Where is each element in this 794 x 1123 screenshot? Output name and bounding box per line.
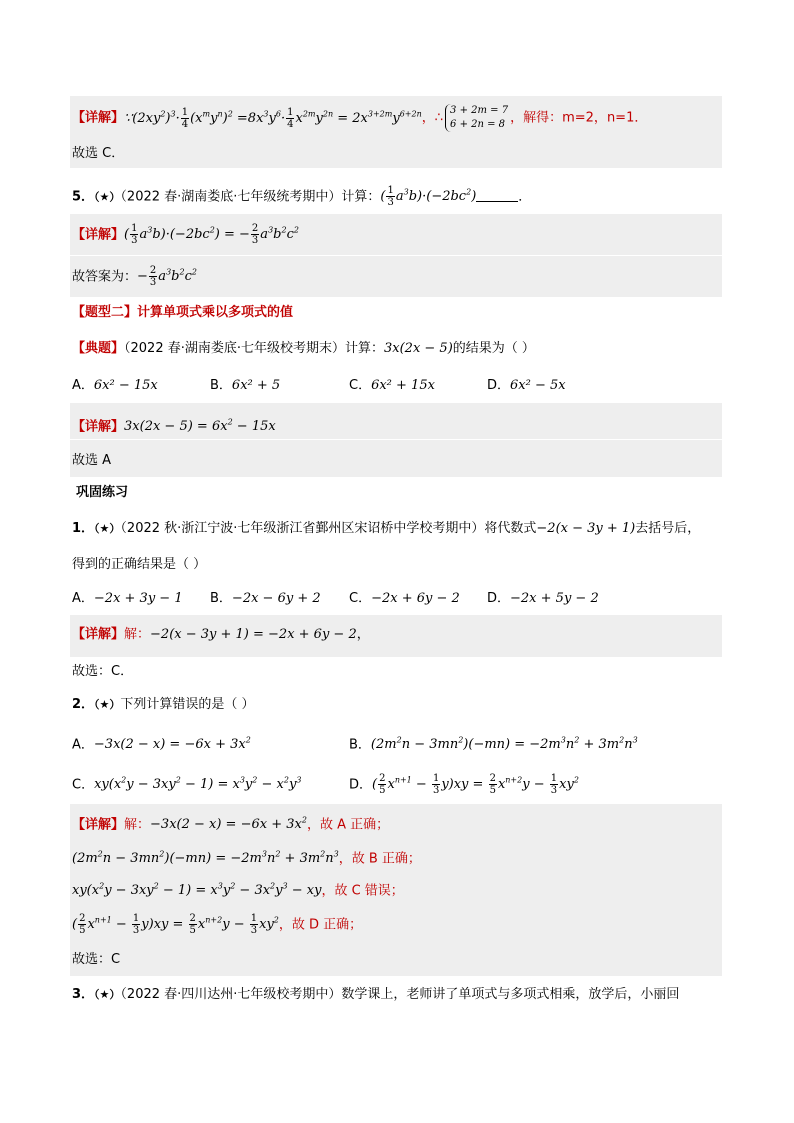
detail-line-1: 【详解】$\because(2xy^2)^3\cdot$ $\frac{1}{4}$ $(x^my^n)^2 =8x^3y^6\cdot$ $\frac{1}{4}$ $x^{2m}y^{2n} = 2x^{3+2m}y^{6+2n}$，∴ 3 + 2m = 7 6 + 2n = 8 ，解得：m=2，n=1． [72,105,648,130]
detail-line-q1: 【详解】解：−2(x − 3y + 1) = −2x + 6y − 2， [72,627,370,642]
typical-question: 【典题】（2022 春·湖南娄底·七年级校考期末）计算：3x(2x − 5)的结果为（ ） [72,341,535,356]
detail-line-typical: 【详解】$3x(2x - 5) = 6x^2 - 15x$ [72,418,276,435]
typical-option-a[interactable]: A．6x² − 15x [72,378,158,393]
choose-line-1: 故选 C． [72,146,125,161]
q2-option-b[interactable]: B．$(2m^2n - 3mn^2)(-mn) = -2m^3n^2 + 3m^2n^3$ [349,736,638,753]
q1-option-b[interactable]: B．−2x − 6y + 2 [210,591,321,606]
solve-label: ，解得： [510,110,563,126]
q2-option-d[interactable]: D．( $\frac{2}{5}$ $x^{n+1}$ − $\frac{1}{3}$ y)xy = $\frac{2}{5}$ $x^{n+2}y$ − $\frac{1}{3}$ $xy^2$ [349,773,579,797]
choose-line-typical: 故选 A [72,453,112,468]
choose-line-q2: 故选：C [72,952,121,967]
n-result: n=1 [606,110,635,126]
detail-line-5: 【详解】( $\frac{1}{3}$ $a^3b)\cdot(-2bc^2)$ = − $\frac{2}{3}$ $a^3b^2c^2$ [72,223,299,247]
question-1-line2: 得到的正确结果是（ ） [72,557,207,572]
question-2: 2．（★）下列计算错误的是（ ） [72,697,255,712]
question-1: 1．（★）（2022 秋·浙江宁波·七年级浙江省鄞州区宋诏桥中学校考期中）将代数式−2(x − 3y + 1)去括号后， [72,521,701,536]
star-icon: （★） [94,522,121,535]
math-expr: $\because(2xy^2)^3\cdot$ $\frac{1}{4}$ $(x^my^n)^2 =8x^3y^6\cdot$ $\frac{1}{4}$ $x^{2m}y^{2n} = 2x^{3+2m}y^{6+2n}$ [124,106,422,130]
detail-line-q2-b: $(2m^2n - 3mn^2)(-mn) = -2m^3n^2 + 3m^2n^3$，故 B 正确； [72,850,421,867]
detail-tag: 【详解】 [72,110,125,126]
typical-option-c[interactable]: C．6x² + 15x [349,378,435,393]
q2-option-c[interactable]: C．$xy(x^2y - 3xy^2 - 1) = x^3y^2 - x^2y^3$ [72,776,302,793]
answer-line-5: 故答案为：− $\frac{2}{3}$ $a^3b^2c^2$ [72,265,197,289]
q1-option-d[interactable]: D．−2x + 5y − 2 [487,591,599,606]
answer-block-typical-b [70,440,722,477]
typical-option-b[interactable]: B．6x² + 5 [210,378,281,393]
question-3: 3．（★）（2022 春·四川达州·七年级校考期中）数学课上，老师讲了单项式与多项式相乘，放学后，小丽回 [72,987,680,1002]
q2-option-a[interactable]: A．$-3x(2 - x) = -6x + 3x^2$ [72,736,251,753]
m-result: m=2， [562,110,607,126]
practice-heading: 巩固练习 [76,485,129,500]
q1-option-c[interactable]: C．−2x + 6y − 2 [349,591,460,606]
typical-option-d[interactable]: D．6x² − 5x [487,378,566,393]
star-icon: （★） [94,190,121,204]
choose-line-q1: 故选：C． [72,664,134,679]
star-icon: （★） [94,698,121,711]
detail-line-q2-d: ( $\frac{2}{5}$ $x^{n+1}$ − $\frac{1}{3}$ y)xy = $\frac{2}{5}$ $x^{n+2}y$ − $\frac{1}{3}$ $xy^2$，故 D 正确； [72,913,363,937]
q1-option-a[interactable]: A．−2x + 3y − 1 [72,591,183,606]
detail-line-q2-a: 【详解】解：$-3x(2 - x) = -6x + 3x^2$，故 A 正确； [72,816,390,833]
star-icon: （★） [94,988,121,1001]
answer-blank[interactable] [476,188,518,202]
detail-line-q2-c: $xy(x^2y - 3xy^2 - 1) = x^3y^2 - 3x^2y^3$ − xy，故 C 错误； [72,882,404,899]
q5-expr: ( $\frac{1}{3}$ $a^3b)\cdot(-2bc^2)$ [380,185,477,209]
question-5: 5．（★）（2022 春·湖南娄底·七年级统考期中）计算：( $\frac{1}{3}$ $a^3b)\cdot(-2bc^2)$ ． [72,185,532,209]
topic-heading: 【题型二】计算单项式乘以多项式的值 [72,305,294,320]
